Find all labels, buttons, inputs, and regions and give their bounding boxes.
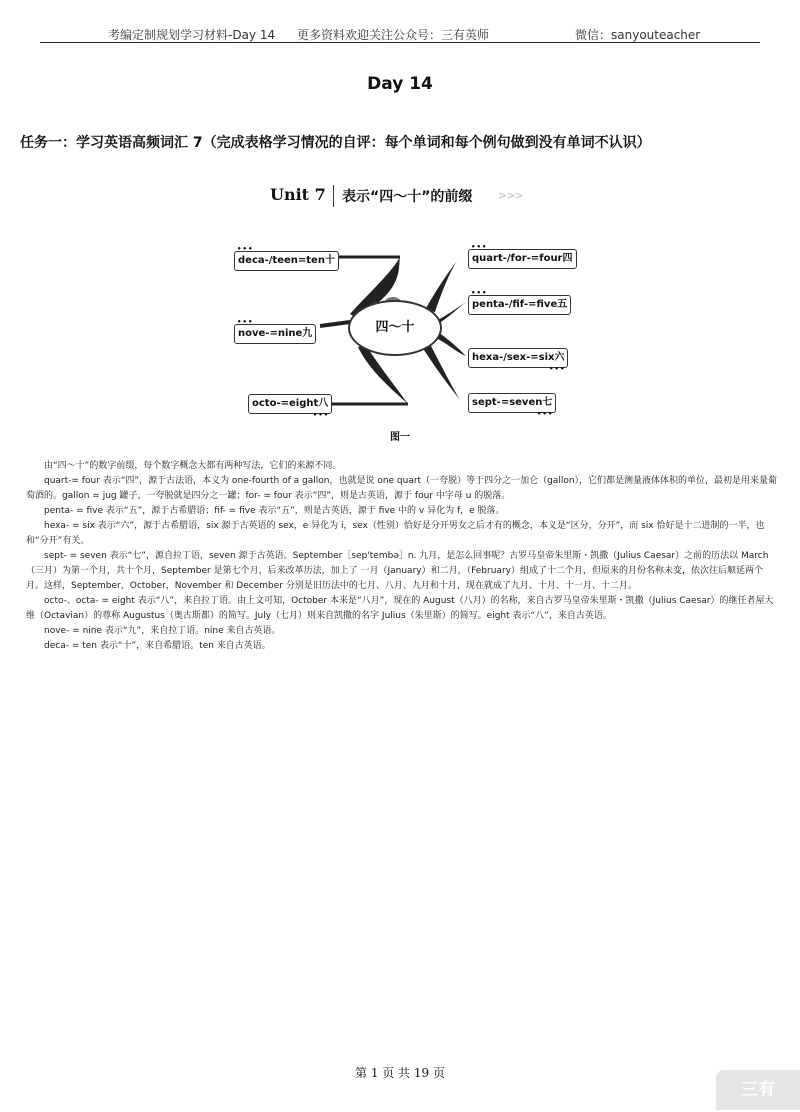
branch-hexa: [436, 332, 466, 356]
unit-divider: [333, 185, 334, 207]
paragraph: deca- = ten 表示“十”，来自希腊语。ten 来自古英语。: [44, 641, 271, 651]
paragraph: octo-、octa- = eight 表示“八”，来自拉丁语。由上文可知，October 本来是“八月”，现在的 August（八月）的名称，来自古罗马皇帝朱里斯・凯撒（Julius Caesar）的继任者屋大维（Octavian）的尊称 Augustus（奥古斯都）的简写。July（七月）则来自凯撒的名字 Julius（朱里斯）的简写。eight 表示“八”，来自古英语。: [26, 596, 774, 621]
unit-number: Unit 7: [270, 185, 326, 204]
mindmap-center: 四～十: [348, 300, 442, 356]
header-middle-text: 更多资料欢迎关注公众号：三有英师: [297, 28, 490, 42]
paragraph: 由“四～十”的数字前缀，每个数字概念大都有两种写法，它们的来源不同。: [44, 461, 342, 471]
node-nove: [234, 318, 316, 344]
node-dots: •••: [312, 411, 330, 419]
node-sept: [468, 393, 556, 418]
node-nove-label: nove-=nine九: [238, 328, 313, 339]
node-hexa-label: hexa-/sex-=six六: [472, 352, 565, 363]
node-penta: [468, 289, 571, 315]
node-dots: •••: [237, 318, 254, 326]
node-octo-label: octo-=eight八: [252, 398, 329, 409]
paragraph: penta- = five 表示“五”，源于古希腊语；fif- = five 表示“五”，则是古英语，源于 five 中的 v 异化为 f，e 脱落。: [44, 506, 505, 516]
branch-sept: [422, 344, 460, 400]
header-left-text: 考编定制规划学习材料-Day 14: [108, 28, 276, 42]
node-deca-label: deca-/teen=ten十: [238, 255, 335, 266]
node-deca: [234, 245, 339, 271]
node-dots: •••: [237, 245, 254, 253]
branch-quart: [425, 257, 460, 312]
figure-caption: 图一: [390, 432, 410, 443]
node-dots: •••: [536, 410, 554, 418]
node-dots: •••: [471, 243, 488, 251]
branch-nove: [320, 322, 350, 326]
node-quart-label: quart-/for-=four四: [472, 253, 573, 264]
unit-title: [270, 183, 570, 211]
watermark-logo: 三有: [716, 1070, 800, 1110]
body-text: [26, 459, 778, 654]
node-hexa: [468, 348, 568, 373]
node-quart: [468, 243, 577, 269]
node-penta-label: penta-/fif-=five五: [472, 299, 568, 310]
node-octo: [248, 394, 332, 419]
node-sept-label: sept-=seven七: [472, 397, 553, 408]
node-dots: •••: [549, 365, 566, 373]
header-right-text: 微信：sanyouteacher: [575, 28, 701, 42]
unit-arrows: >>>: [498, 189, 523, 202]
page-title: Day 14: [367, 74, 433, 94]
header-rule: [40, 42, 760, 43]
paragraph: sept- = seven 表示“七”，源自拉丁语，seven 源于古英语。September［sep'tembə］n. 九月，是怎么回事呢？古罗马皇帝朱里斯・凯撒（Julius Caesar）之前的历法以 March（三月）为第一个月，共十个月，September 是第七个月，后来改革历法，加上了 一月（January）和二月，（February）组成了十二个月，但原来的月份名称未变，依次往后顺延两个月。这样，September，October，November 和 December 分别是旧历法中的七月、八月、九月和十月，现在就成了九月、十月、十一月、十二月。: [26, 551, 769, 591]
page-header: [0, 0, 800, 44]
page-footer: 第 1 页 共 19 页: [355, 1066, 445, 1080]
task-heading: 任务一：学习英语高频词汇 7（完成表格学习情况的自评：每个单词和每个例句做到没有单词不认识）: [20, 135, 651, 151]
paragraph: nove- = nine 表示“九”，来自拉丁语。nine 来自古英语。: [44, 626, 281, 636]
unit-heading: 表示“四～十”的前缀: [342, 189, 473, 205]
node-dots: •••: [471, 289, 488, 297]
mindmap-figure: [220, 232, 580, 422]
paragraph: hexa- = six 表示“六”，源于古希腊语，six 源于古英语的 sex，e 异化为 i，sex（性别）恰好是分开男女之后才有的概念，本义是“区分，分开”，而 six 恰好是十二进制的一半，也和“分开”有关。: [26, 521, 765, 546]
paragraph: quart-= four 表示“四”，源于古法语，本义为 one-fourth of a gallon，也就是说 one quart（一夸脱）等于四分之一加仑（gallon），它们都是测量液体体积的单位，最初是用来量葡萄酒的。gallon = jug 罐子，一夸脱就是四分之一罐；for- = four 表示“四”，则是古英语，源于 four 中字母 u 的脱落。: [26, 476, 778, 501]
